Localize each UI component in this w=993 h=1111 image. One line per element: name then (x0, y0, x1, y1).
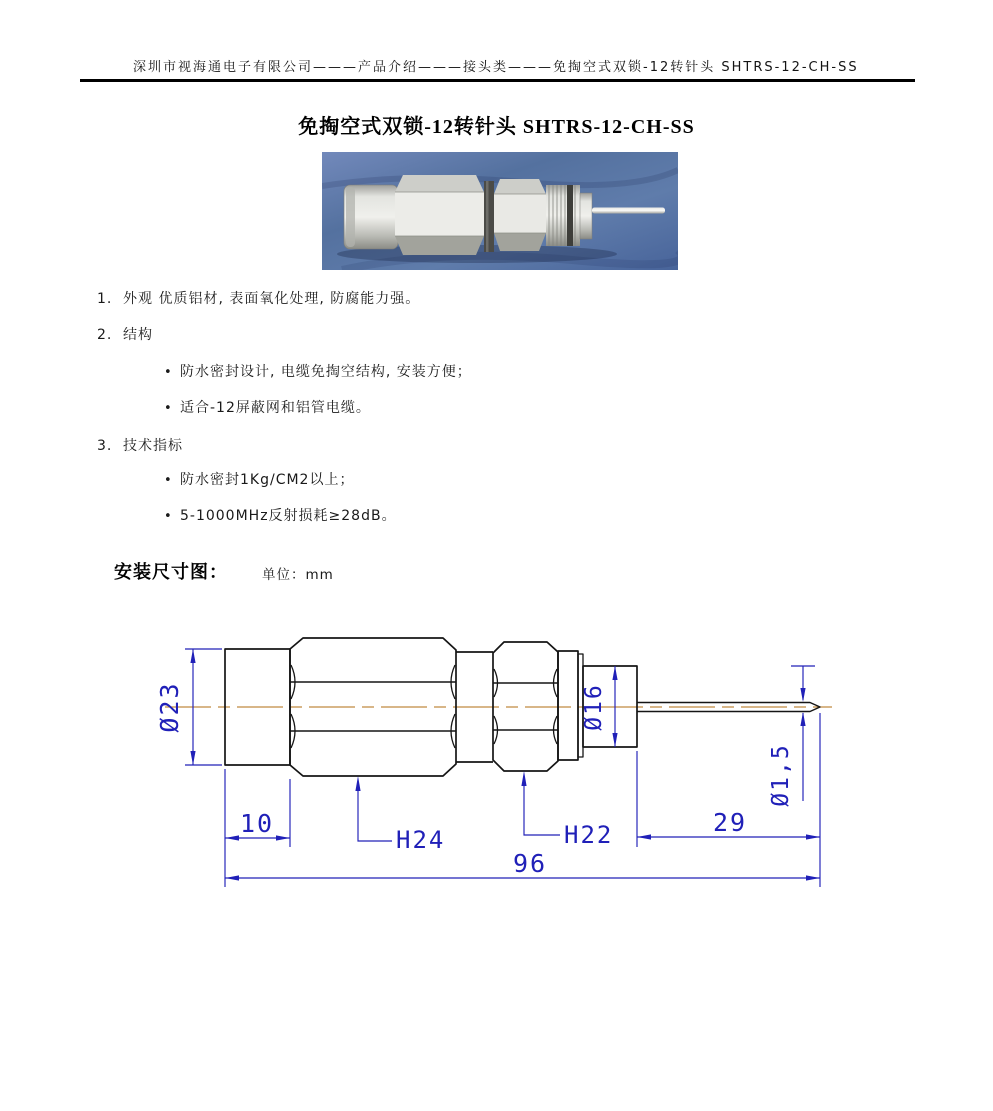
feature-3-bullet-2 (164, 505, 397, 525)
dim-label-total-length: 96 (512, 849, 548, 878)
dim-label-back-length: 10 (239, 809, 275, 838)
feature-label: 技术指标 (123, 438, 183, 454)
feature-number: 2. (97, 327, 113, 343)
bullet-text: 适合-12屏蔽网和铝管电缆。 (180, 400, 371, 416)
dim-label-hex-large: H24 (396, 826, 446, 854)
feature-number: 3. (97, 438, 113, 454)
dim-label-pin-diameter: Ø1,5 (768, 743, 794, 807)
feature-item-1 (97, 288, 420, 308)
bullet-icon: • (164, 473, 173, 488)
header-rule (80, 79, 915, 82)
bullet-text: 5-1000MHz反射损耗≥28dB。 (180, 508, 397, 524)
dim-label-front-diameter: Ø16 (581, 683, 607, 731)
dimension-diagram (140, 605, 860, 915)
dimension-drawing-svg (140, 605, 860, 915)
connector-pin (592, 208, 665, 214)
feature-2-bullet-2 (164, 397, 371, 417)
dim-label-hex-small: H22 (564, 821, 614, 849)
breadcrumb: 深圳市视海通电子有限公司———产品介绍———接头类———免掏空式双锁-12转针头 SHTRS-12-CH-SS (133, 60, 859, 75)
feature-item-2 (97, 324, 153, 344)
product-photo (322, 152, 678, 270)
dimension-section-heading: 安装尺寸图： (114, 562, 228, 583)
unit-label: 单位：mm (262, 567, 334, 583)
feature-2-bullet-1 (164, 361, 472, 381)
feature-3-bullet-1 (164, 469, 354, 489)
dim-label-body-diameter: Ø23 (155, 681, 184, 733)
feature-number: 1. (97, 291, 113, 307)
feature-item-3 (97, 435, 183, 455)
bullet-text: 防水密封1Kg/CM2以上； (180, 472, 355, 488)
dim-label-pin-length: 29 (712, 808, 748, 837)
bullet-icon: • (164, 365, 173, 380)
page-title: 免掏空式双锁-12转针头 SHTRS-12-CH-SS (298, 116, 695, 138)
connector-photo-illustration (322, 152, 678, 270)
bullet-text: 防水密封设计, 电缆免掏空结构, 安装方便； (180, 364, 472, 380)
dimension-lines (185, 649, 820, 887)
feature-label: 外观 优质铝材, 表面氧化处理, 防腐能力强。 (123, 291, 421, 307)
feature-label: 结构 (123, 327, 153, 343)
bullet-icon: • (164, 509, 173, 524)
bullet-icon: • (164, 401, 173, 416)
